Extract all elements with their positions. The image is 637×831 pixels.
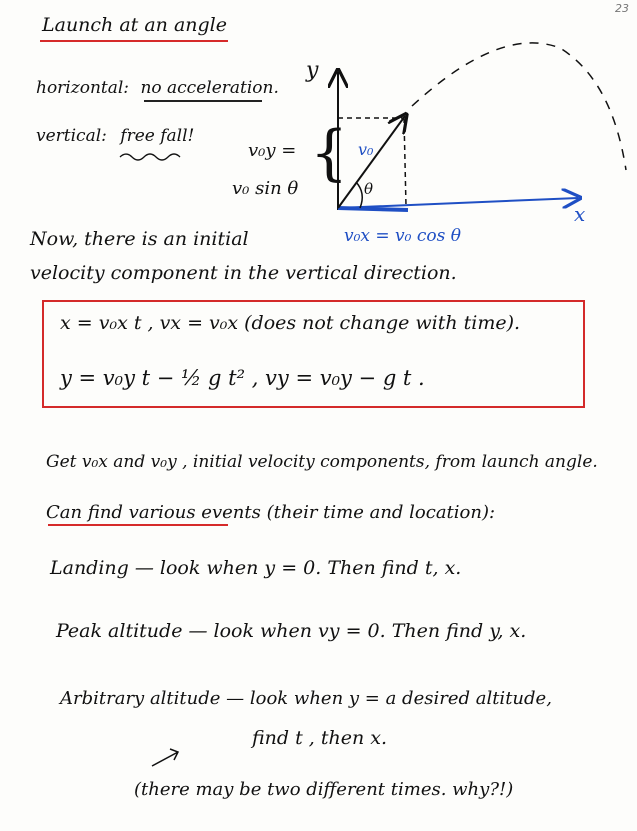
get-components-line: Get v₀x and v₀y , initial velocity components, from launch angle. — [46, 452, 598, 472]
page-number: 23 — [615, 2, 629, 15]
velocity-label: v₀ — [358, 140, 374, 159]
vertical-label: vertical: — [36, 126, 107, 146]
trajectory-path — [412, 43, 626, 170]
events-line: Can find various events (their time and location): — [46, 502, 496, 523]
squiggle-underline — [120, 154, 180, 160]
landing-line: Landing — look when y = 0. Then find t, x. — [50, 557, 462, 579]
peak-line: Peak altitude — look when vy = 0. Then find y, x. — [56, 620, 527, 642]
vox-label: v₀x = v₀ cos θ — [344, 226, 461, 246]
vertical-value: free fall! — [120, 126, 195, 146]
arbitrary-line-2: find t , then x. — [252, 727, 388, 749]
vox-component — [338, 208, 408, 210]
x-axis — [338, 198, 578, 208]
angle-arc — [356, 182, 362, 208]
brace-icon: { — [310, 118, 349, 188]
pointer-arrow-icon — [152, 749, 178, 766]
equation-line-2: y = v₀y t − ½ g t² , vy = v₀y − g t . — [60, 366, 425, 390]
intro-line-1: Now, there is an initial — [30, 228, 249, 250]
y-axis-label: y — [306, 58, 319, 83]
angle-label: θ — [364, 180, 374, 198]
two-times-note: (there may be two different times. why?!) — [134, 779, 514, 800]
dashed-right — [404, 118, 406, 206]
voy-label-1: v₀y = — [248, 140, 297, 161]
intro-line-2: velocity component in the vertical direction. — [30, 262, 457, 284]
arbitrary-line-1: Arbitrary altitude — look when y = a desired altitude, — [60, 688, 552, 709]
horizontal-label: horizontal: — [36, 78, 130, 98]
voy-label-2: v₀ sin θ — [232, 178, 299, 199]
x-axis-label: x — [574, 202, 586, 226]
equation-line-1: x = v₀x t , vx = v₀x (does not change with time). — [60, 312, 521, 334]
horizontal-value: no acceleration. — [140, 78, 279, 98]
page-title: Launch at an angle — [42, 14, 227, 36]
